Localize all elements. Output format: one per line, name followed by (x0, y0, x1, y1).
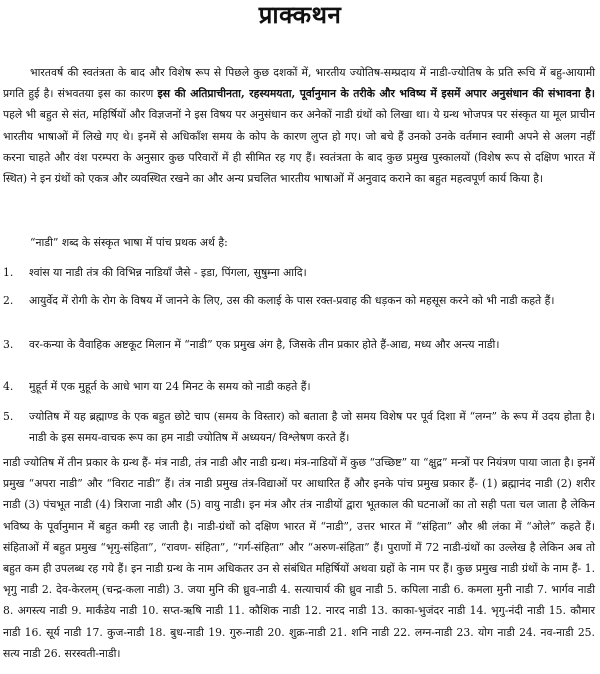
intro-text-2: पहले भी बहुत से संत, महिर्षियों और विज्ञजनों ने इस विषय पर अनुसंधान कर अनेकों नाडी ग्रंथों को लिखा था। ये ग्रन्थ भोजपत्र पर संस्कृत या मूल प्राचीन भारतीय भाषाओं में लिखे गए थे। इनमें से अधिकाँश समय के कोप के कारण लुप्त हो गए। जो बचे हैं उनको उनके वर्तमान स्वामी अपने से अलग नहीं करना चाहते और वंश परम्परा के अनुसार कुछ परिवारों में ही सीमित रह गए हैं। स्वतंत्रता के बाद कुछ प्रमुख पुस्कालयों (विशेष रूप से दक्षिण भारत में स्थित) ने इन ग्रंथों को एकत्र और व्यवस्थित रखने का और अन्य प्रचलित भारतीय भाषाओं में अनुवाद कराने का बहुत महत्वपूर्ण कार्य किया है। (3, 108, 595, 186)
list-number: 3. (3, 338, 14, 351)
intro-paragraph (3, 62, 595, 189)
list-item (3, 334, 595, 355)
meanings-intro: “नाडी” शब्द के संस्कृत भाषा में पांच प्रथक अर्थ है: (30, 236, 228, 249)
list-item (3, 406, 595, 448)
list-text: मुहूर्त में एक मुहूर्त के आधे भाग या 24 मिनट के समय को नाडी कहते हैं। (29, 380, 311, 393)
list-number: 1. (3, 266, 14, 279)
list-item (3, 290, 595, 311)
page-title: प्राक्कथन (258, 0, 342, 29)
list-number: 4. (3, 380, 14, 393)
list-text: श्वांस या नाडी तंत्र की विभिन्न नाडियाँ जैसे - इडा, पिंगला, सुषुम्ना आदि। (29, 266, 307, 279)
list-text: आयुर्वेद में रोगी के रोग के विषय में जानने के लिए, उस की कलाई के पास रक्त-प्रवाह की धड़कन को महसूस करने को भी नाडी कहते हैं। (29, 294, 555, 307)
intro-text-1: भारतवर्ष की स्वतंत्रता के बाद और विशेष रूप से पिछले कुछ दशकों में, भारतीय ज्योतिष-सम्प्रदाय में नाडी-ज्योतिष के प्रति रूचि में बहु-आयामी प्रगति हुई है। संभवतया इस का कारण (3, 66, 595, 101)
list-number: 2. (3, 294, 14, 307)
closing-paragraph: नाडी ज्योतिष में तीन प्रकार के ग्रन्थ हैं- मंत्र नाडी, तंत्र नाडी और नाडी ग्रन्थ। मंत्र-नाडियों में कुछ “उच्छिष्ट” या “क्षुद्र” मन्त्रों पर नियंत्रण पाया जाता है। इनमें प्रमुख “अपरा नाडी” और “विराट नाडी” हैं। तंत्र नाडी प्रमुख तंत्र-विद्याओं पर आधारित हैं और इनके पांच प्रमुख प्रकार हैं- (1) ब्रह्मानंद नाडी (2) शरीर नाडी (3) पंचभूत नाडी (4) त्रिराजा नाडी और (5) वायु नाडी। इन मंत्र और तंत्र नाडीयों द्वारा भूतकाल की घटनाओं का तो सही पता चल जाता है लेकिन भविष्य के पूर्वानुमान में बहुत कमी रह जाती है। नाडी-ग्रंथों को दक्षिण भारत में “नाडी”, उत्तर भारत में “संहिता” और श्री लंका में “ओले” कहते हैं। संहिताओं में बहुत प्रमुख “भृगु-संहिता”, “रावण- संहिता”, “गर्ग-संहिता” और “अरुण-संहिता” हैं। पुराणों में 72 नाडी-ग्रंथों का उल्लेख है लेकिन अब तो बहुत कम ही उपलब्ध रह गये हैं। इन नाडी ग्रन्थ के नाम अधिकतर उन से संबंधित महिर्षियों अथवा ग्रहों के नाम पर हैं। कुछ प्रमुख नाडी ग्रंथों के नाम हैं- 1. भृगु नाडी 2. देव-केरलम् (चन्द्र-कला नाडी) 3. जया मुनि की ध्रुव-नाडी 4. सत्याचार्य की ध्रुव नाडी 5. कपिला नाडी 6. कमला मुनी नाडी 7. भार्गव नाडी 8. अगस्त्य नाडी 9. मार्कंडेय नाडी 10. सप्त-ऋषि नाडी 11. कौशिक नाडी 12. नारद नाडी 13. काका-भुजंदर नाडी 14. भृगु-नंदी नाडी 15. कौमार नाडी 16. सूर्य नाडी 17. कुज-नाडी 18. बुध-नाडी 19. गुरु-नाडी 20. शुक्र-नाडी 21. शनि नाडी 22. लग्न-नाडी 23. योग नाडी 24. नव-नाडी 25. सत्य नाडी 26. सरस्वती-नाडी। (3, 456, 595, 660)
list-text: वर-कन्या के वैवाहिक अष्टकूट मिलान में “नाडी” एक प्रमुख अंग है, जिसके तीन प्रकार होते हैं-आद्य, मध्य और अन्त्य नाडी। (29, 338, 500, 351)
intro-bold-text: इस की अतिप्राचीनता, रहस्यमयता, पूर्वानुमान के तरीके और भविष्य में इसमें अपार अनुसंधान की संभावना है। (157, 87, 595, 101)
list-item (3, 376, 595, 397)
list-text: ज्योतिष में यह ब्रह्माण्ड के एक बहुत छोटे चाप (समय के विस्तार) को बताता है जो समय विशेष पर पूर्व दिशा में “लग्न” के रूप में उदय होता है। नाडी के इस समय-वाचक रूप का हम नाडी ज्योतिष में अध्ययन/ विश्लेषण करते हैं। (29, 410, 595, 445)
list-number: 5. (3, 410, 14, 423)
list-item (3, 262, 595, 283)
